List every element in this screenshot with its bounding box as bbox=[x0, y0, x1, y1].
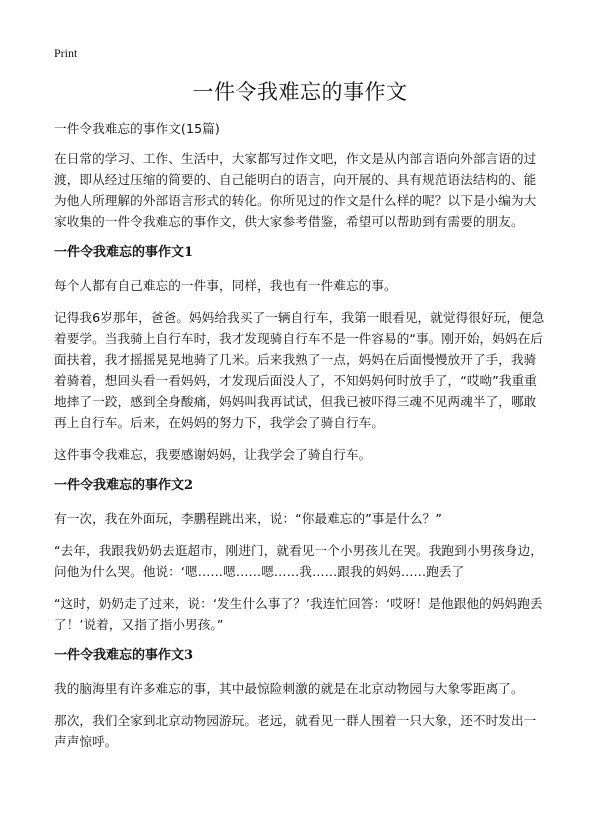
document-body bbox=[54, 118, 548, 763]
section-heading: 一件令我难忘的事作文2 bbox=[54, 478, 194, 493]
section-heading: 一件令我难忘的事作文3 bbox=[54, 648, 194, 663]
page-title: 一件令我难忘的事作文 bbox=[192, 80, 408, 104]
section-heading: 一件令我难忘的事作文1 bbox=[54, 245, 194, 260]
paragraph: “去年，我跟我奶奶去逛超市，刚进门，就看见一个小男孩儿在哭。我跑到小男孩身边，问他为什么哭。他说：‘嗯……嗯……嗯……我……跟我的妈妈……跑丢了 bbox=[54, 543, 543, 579]
paragraph: 那次，我们全家到北京动物园游玩。老远，就看见一群人围着一只大象，还不时发出一声声惊呼。 bbox=[54, 713, 537, 749]
intro-paragraph: 在日常的学习、工作、生活中，大家都写过作文吧，作文是从内部言语向外部言语的过渡，即从经过压缩的简要的、自己能明白的语言，向开展的、具有规范语法结构的、能为他人所理解的外部语言形式的转化。你所见过的作文是什么样的呢？以下是小编为大家收集的一件令我难忘的事作文，供大家参考借鉴，希望可以帮助到有需要的朋友。 bbox=[54, 151, 537, 229]
paragraph: 我的脑海里有许多难忘的事，其中最惊险刺激的就是在北京动物园与大象零距离了。 bbox=[54, 681, 524, 696]
document-subtitle: 一件令我难忘的事作文(15篇) bbox=[54, 121, 220, 136]
paragraph: 记得我6岁那年，爸爸。妈妈给我买了一辆自行车，我第一眼看见，就觉得很好玩，便急着要学。当我骑上自行车时，我才发现骑自行车不是一件容易的“事。刚开始，妈妈在后面扶着，我才摇摇晃晃地骑了几米。后来我熟了一点，妈妈在后面慢慢放开了手，我骑着骑着，想回头看一看妈妈，才发现后面没人了，不知妈妈何时放手了，“哎呦”我重重地摔了一跤，感到全身酸痛，妈妈叫我再试试，但我已被吓得三魂不见两魂半了，哪敢再上自行车。后来，在妈妈的努力下，我学会了骑自行车。 bbox=[54, 310, 545, 430]
print-link[interactable]: Print bbox=[54, 46, 78, 60]
paragraph: 每个人都有自己难忘的一件事，同样，我也有一件难忘的事。 bbox=[54, 278, 397, 293]
paragraph: “这时，奶奶走了过来，说：‘发生什么事了？’我连忙回答：‘哎呀！是他跟他的妈妈跑丢了！’说着，又指了指小男孩。” bbox=[54, 596, 543, 632]
paragraph: 有一次，我在外面玩，李鹏程跳出来，说：“你最难忘的”事是什么？” bbox=[54, 511, 442, 526]
paragraph: 这件事令我难忘，我要感谢妈妈，让我学会了骑自行车。 bbox=[54, 447, 372, 462]
